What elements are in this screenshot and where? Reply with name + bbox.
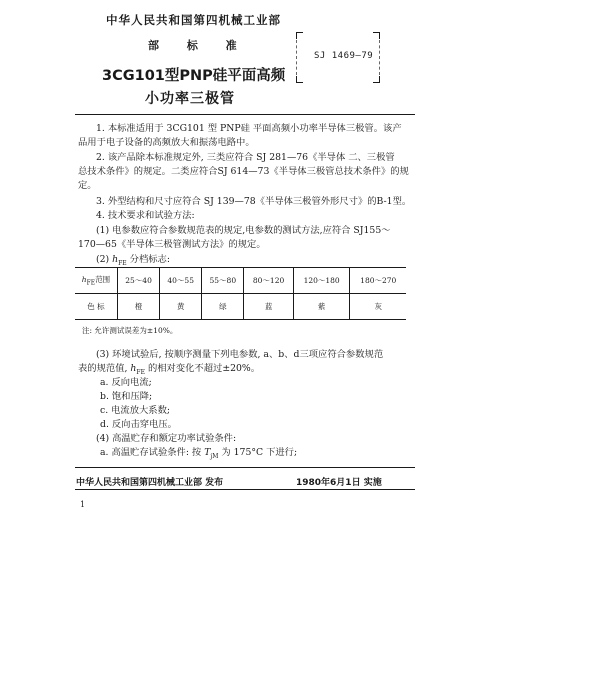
hfe-header-suffix: 范围 (95, 275, 111, 285)
table-cell: 蓝 (244, 294, 293, 320)
table-cell: 40～55 (160, 268, 202, 294)
document-title-line1: 3CG101型PNP硅平面高频 (102, 68, 286, 84)
standard-label: 部 标 准 (148, 39, 249, 52)
paragraph-4-2-prefix: (2) (96, 254, 110, 265)
table-header-cell: 色 标 (75, 294, 118, 320)
list-item: d. 反向击穿电压。 (100, 419, 177, 430)
paragraph-4-2-suffix: 分档标志: (129, 254, 170, 265)
table-row (75, 294, 406, 320)
paragraph-6: (4) 高温贮存和额定功率试验条件: (96, 433, 237, 444)
table-header-cell (75, 268, 118, 294)
standard-number: SJ 1469—79 (314, 51, 374, 61)
table-cell: 180～270 (350, 268, 406, 294)
table-cell: 橙 (118, 294, 160, 320)
paragraph-5-line-1: (3) 环境试验后, 按顺序测量下列电参数, a、b、d三项应符合参数规范 (96, 349, 384, 360)
paragraph-4: 4. 技术要求和试验方法: (96, 210, 195, 221)
footer-divider-bottom (75, 489, 415, 490)
paragraph-5-prefix: 表的规范值, (78, 363, 128, 374)
paragraph-5-suffix: 的相对变化不超过±20%。 (147, 363, 261, 374)
table-cell: 黄 (160, 294, 202, 320)
footer-issuer: 中华人民共和国第四机械工业部 发布 (76, 478, 224, 488)
footer-divider-top (75, 467, 415, 468)
hfe-header-symbol: h (81, 275, 87, 285)
table-cell: 25～40 (118, 268, 160, 294)
paragraph-1-line-2: 品用于电子设备的高频放大和振荡电路中。 (78, 137, 255, 148)
tjm-symbol: T (204, 447, 211, 458)
list-item: a. 反向电流; (100, 377, 152, 388)
header-divider (75, 114, 415, 115)
paragraph-4-1-line-2: 170—65《半导体三极管测试方法》的规定。 (78, 239, 266, 250)
paragraph-3: 3. 外型结构和尺寸应符合 SJ 139—78《半导体三极管外形尺寸》的B-1型。 (96, 196, 412, 207)
tjm-subscript: jM (210, 452, 219, 460)
table-cell: 紫 (293, 294, 350, 320)
table-cell: 灰 (350, 294, 406, 320)
table-row (75, 268, 406, 294)
table-cell: 80～120 (244, 268, 293, 294)
paragraph-2-line-3: 定。 (78, 180, 97, 191)
paragraph-6-a (100, 446, 297, 464)
document-title-line2: 小功率三极管 (145, 91, 235, 107)
table-note: 注: 允许测试误差为±10%。 (82, 326, 178, 335)
hfe-symbol: h (130, 363, 137, 374)
paragraph-6-a-prefix: a. 高温贮存试验条件: 按 (100, 447, 202, 458)
table-cell: 55～80 (202, 268, 244, 294)
list-item: b. 饱和压降; (100, 391, 153, 402)
paragraph-2-line-1: 2. 该产品除本标准规定外, 三类应符合 SJ 281—76《半导体 二、三极管 (96, 152, 395, 163)
table-cell: 绿 (202, 294, 244, 320)
hfe-classification-table (75, 267, 406, 320)
paragraph-2-line-2: 总技术条件》的规定。二类应符合SJ 614—73《半导体三极管总技术条件》的规 (78, 166, 409, 177)
footer-date: 1980年6月1日 实施 (296, 478, 382, 488)
page-number: 1 (80, 500, 86, 509)
paragraph-4-1-line-1: (1) 电参数应符合参数规范表的规定,电参数的测试方法,应符合 SJ155～ (96, 225, 391, 236)
ministry-header: 中华人民共和国第四机械工业部 (106, 13, 281, 27)
hfe-subscript: FE (136, 368, 145, 376)
list-item: c. 电流放大系数; (100, 405, 171, 416)
paragraph-1-line-1: 1. 本标准适用于 3CG101 型 PNP硅 平面高频小功率半导体三极管。该产 (96, 123, 402, 134)
hfe-symbol: h (112, 254, 119, 265)
paragraph-6-a-suffix: 为 175°C 下进行; (221, 447, 298, 458)
table-cell: 120～180 (293, 268, 350, 294)
hfe-header-subscript: FE (86, 279, 96, 287)
hfe-subscript: FE (118, 259, 127, 267)
